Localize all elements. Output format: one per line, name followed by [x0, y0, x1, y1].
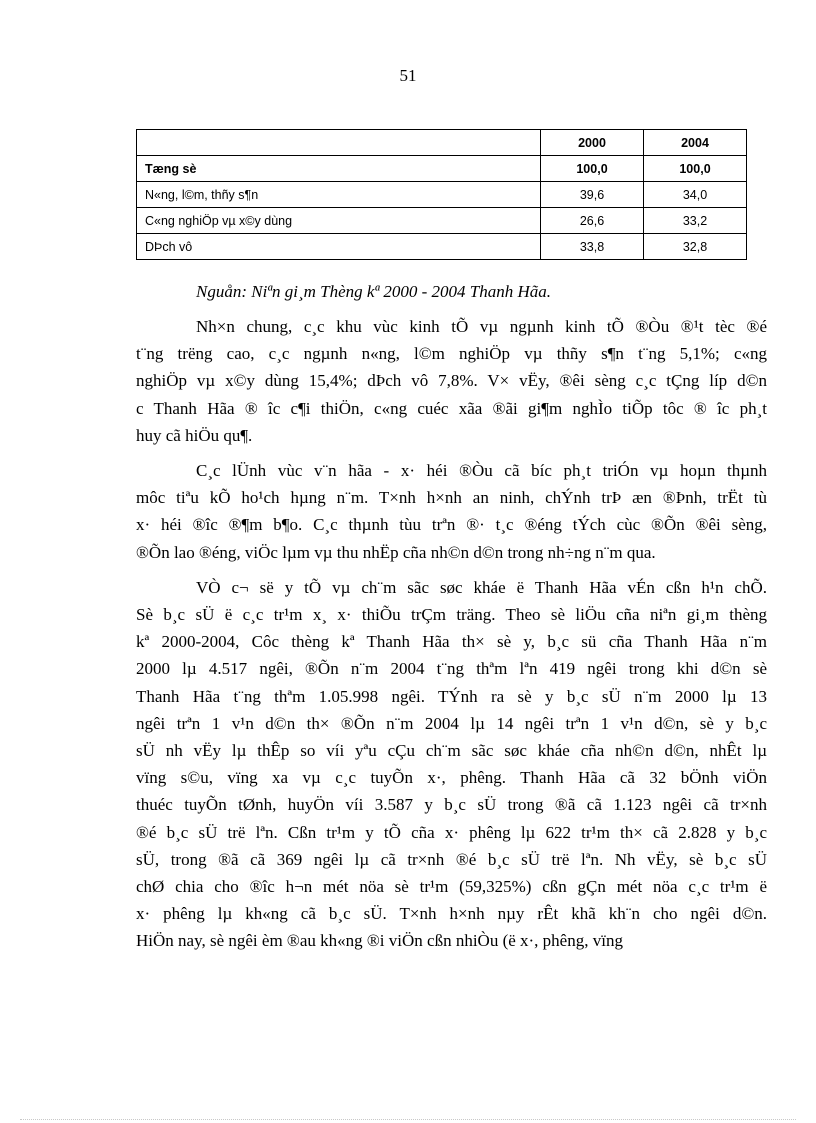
row-value-2000: 33,8 — [541, 234, 644, 260]
paragraph — [136, 457, 767, 566]
table-header-row — [137, 130, 747, 156]
text-line: thuéc tuyÕn tØnh, huyÖn víi 3.587 y b¸c sÜ trong ®ã cã 1.123 ngêi cã tr×nh — [136, 795, 767, 815]
paragraph — [136, 574, 767, 955]
paragraph — [136, 313, 767, 449]
row-value-2004: 33,2 — [644, 208, 747, 234]
table-row — [137, 208, 747, 234]
table-header-cell: 2000 — [541, 130, 644, 156]
text-line: x· héi ®îc ®¶m b¶o. C¸c thµnh tùu trªn ®· t¸c ®éng tÝch cùc ®Õn ®êi sèng, — [136, 515, 767, 535]
row-value-2004: 32,8 — [644, 234, 747, 260]
text-line: nghiÖp vµ x©y dùng 15,4%; dÞch vô 7,8%. V× vËy, ®êi sèng c¸c tÇng líp d©n — [136, 371, 767, 391]
text-line: ngêi trªn 1 v¹n d©n th× ®Õn n¨m 2004 lµ 14 ngêi trªn 1 v¹n d©n, sè y b¸c — [136, 713, 767, 733]
text-line: ®Õn lao ®éng, viÖc lµm vµ thu nhËp cña nh©n d©n trong nh÷ng n¨m qua. — [136, 542, 656, 562]
text-line: sÜ nh vËy lµ thÊp so víi yªu cÇu ch¨m sãc søc kháe cña nh©n d©n, nhÊt lµ — [136, 741, 767, 761]
text-line: kª 2000-2004, Côc thèng kª Thanh Hãa th× sè y, b¸c sü cña Thanh Hãa n¨m — [136, 632, 767, 652]
page-bottom-divider — [20, 1119, 796, 1120]
table-header-cell: 2004 — [644, 130, 747, 156]
text-line: huy cã hiÖu qu¶. — [136, 425, 253, 445]
text-line: c Thanh Hãa ® îc c¶i thiÖn, c«ng cuéc xãa ®ãi gi¶m nghÌo tiÕp tôc ® îc ph¸t — [136, 398, 767, 418]
table-row — [137, 234, 747, 260]
text-line: ®é b¸c sÜ trë lªn. Cßn tr¹m y tÕ cña x· phêng lµ 622 tr¹m th× cã 2.828 y b¸c — [136, 822, 767, 842]
row-value-2000: 26,6 — [541, 208, 644, 234]
table-header-cell — [137, 130, 541, 156]
text-line: 2000 lµ 4.517 ngêi, ®Õn n¨m 2004 t¨ng thªm lªn 419 ngêi trong khi d©n sè — [136, 659, 767, 679]
row-value-2004: 34,0 — [644, 182, 747, 208]
text-line: Nh×n chung, c¸c khu vùc kinh tÕ vµ ngµnh kinh tÕ ®Òu ®¹t tèc ®é — [196, 317, 767, 336]
text-line: x· phêng lµ kh«ng cã b¸c sÜ. T×nh h×nh nµy rÊt khã kh¨n cho ngêi d©n. — [136, 904, 767, 924]
row-label: DÞch vô — [137, 234, 541, 260]
text-line: t¨ng trëng cao, c¸c ngµnh n«ng, l©m nghiÖp vµ thñy s¶n t¨ng 5,1%; c«ng — [136, 344, 767, 364]
page-number: 51 — [399, 66, 417, 85]
text-line: sÜ, trong ®ã cã 369 ngêi lµ cã tr×nh ®é b¸c sÜ trë lªn. Nh vËy, sè b¸c sÜ — [136, 849, 767, 869]
row-label: N«ng, l©m, thñy s¶n — [137, 182, 541, 208]
text-line: HiÖn nay, sè ngêi èm ®au kh«ng ®i viÖn cßn nhiÒu (ë x·, phêng, vïng — [136, 931, 623, 951]
text-line: Thanh Hãa t¨ng thªm 1.05.998 ngêi. TÝnh ra sè y b¸c sÜ n¨m 2000 lµ 13 — [136, 686, 767, 706]
text-line: C¸c lÜnh vùc v¨n hãa - x· héi ®Òu cã bíc ph¸t triÓn vµ hoµn thµnh — [196, 461, 767, 481]
table-row — [137, 182, 747, 208]
row-label: C«ng nghiÖp vµ x©y dùng — [137, 208, 541, 234]
row-value-2000: 100,0 — [541, 156, 644, 182]
table-source-note: Nguån: Niªn gi¸m Thèng kª 2000 - 2004 Thanh Hãa. — [196, 282, 552, 301]
text-line: VÒ c¬ së y tÕ vµ ch¨m sãc søc kháe ë Thanh Hãa vÉn cßn h¹n chÕ. — [196, 577, 767, 597]
statistics-table — [136, 129, 747, 260]
row-value-2000: 39,6 — [541, 182, 644, 208]
text-line: vïng s©u, vïng xa vµ c¸c tuyÕn x·, phêng. Thanh Hãa cã 32 bÖnh viÖn — [136, 768, 767, 788]
row-label: Tæng sè — [137, 156, 541, 182]
table-row — [137, 156, 747, 182]
text-line: Sè b¸c sÜ ë c¸c tr¹m x¸ x· thiÕu trÇm träng. Theo sè liÖu cña niªn gi¸m thèng — [136, 605, 767, 625]
row-value-2004: 100,0 — [644, 156, 747, 182]
text-line: chØ chia cho ®îc h¬n mét nöa sè tr¹m (59,325%) cßn gÇn mét nöa c¸c tr¹m ë — [136, 877, 767, 897]
text-line: môc tiªu kÕ ho¹ch hµng n¨m. T×nh h×nh an ninh, chÝnh trÞ æn ®Þnh, trËt tù — [136, 488, 767, 508]
body-text — [136, 313, 767, 955]
